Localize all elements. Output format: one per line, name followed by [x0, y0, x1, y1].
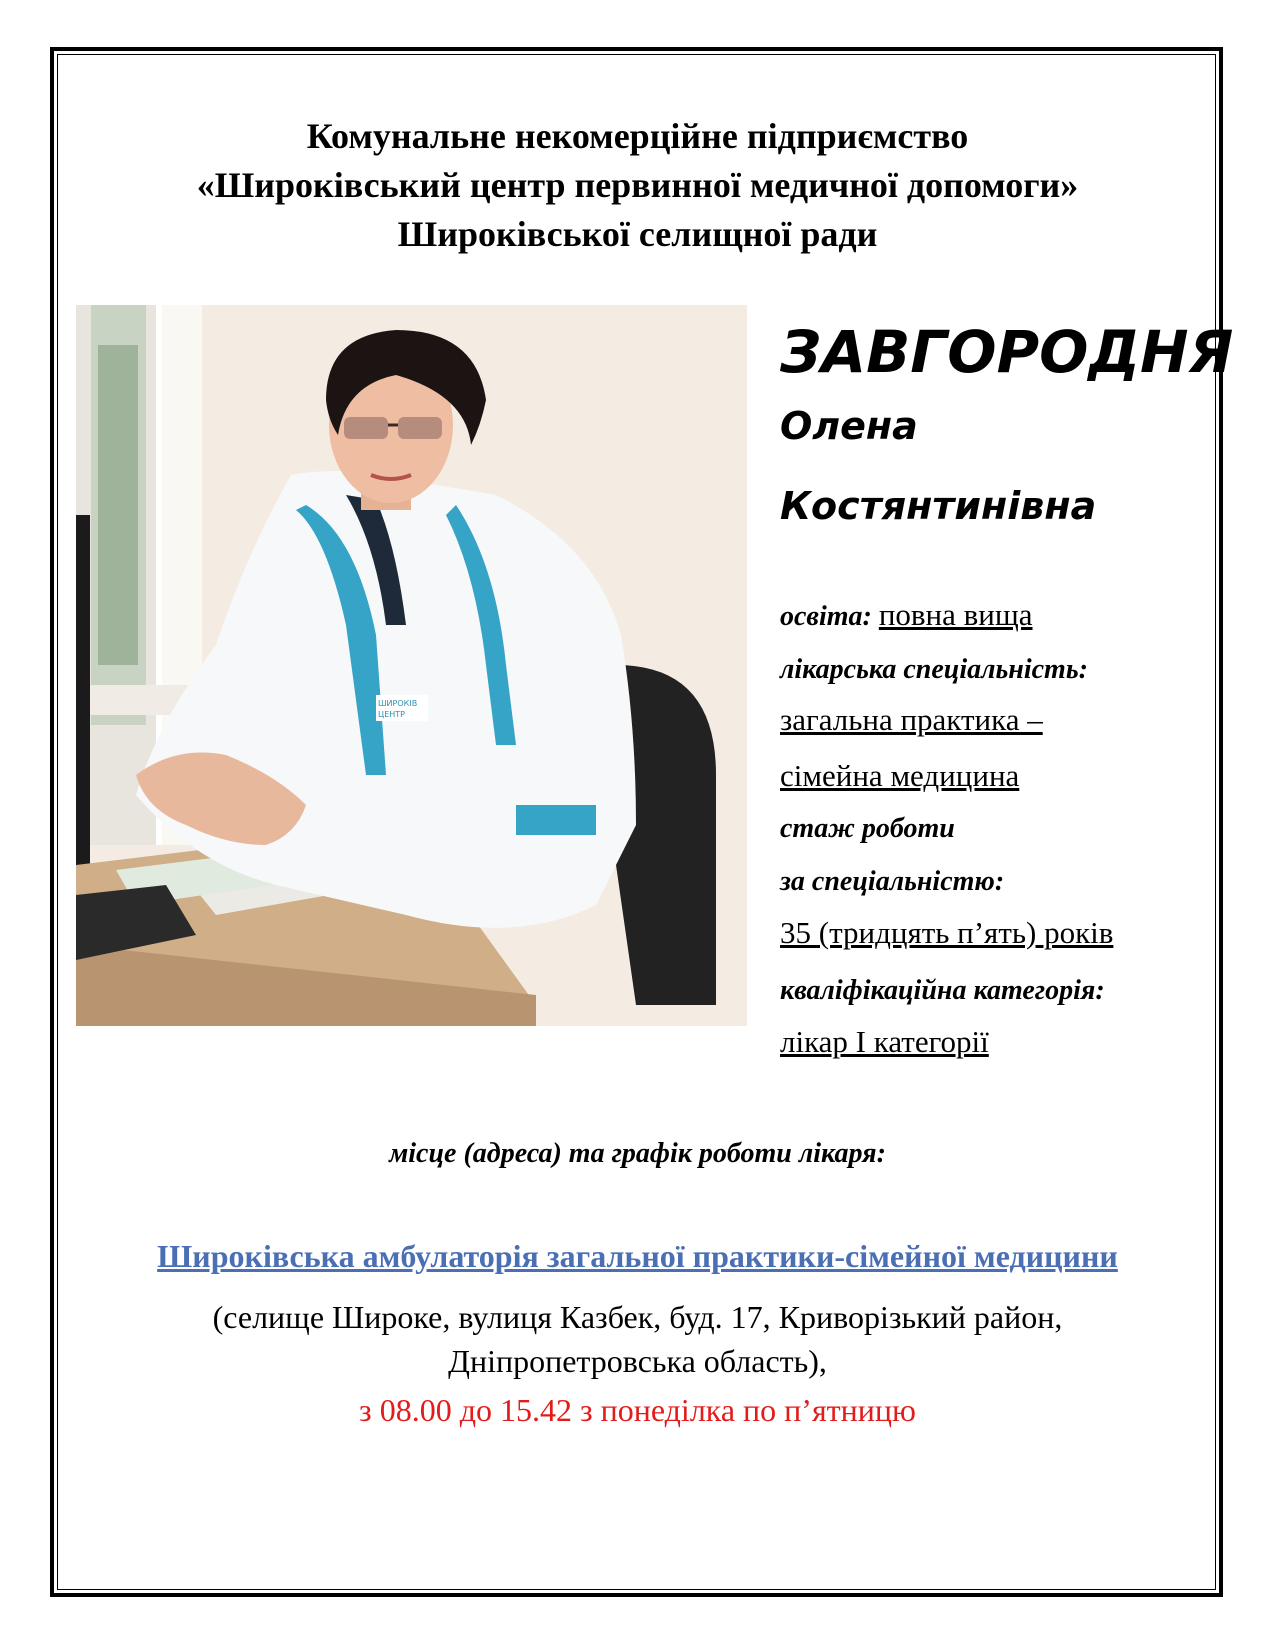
- schedule-label: місце (адреса) та графік роботи лікаря:: [389, 1138, 886, 1169]
- clinic-name-link[interactable]: Широківська амбулаторія загальної практики-сімейної медицини: [157, 1238, 1118, 1274]
- org-line-3: Широківської селищної ради: [397, 214, 878, 254]
- doctor-surname: ЗАВГОРОДНЯ: [780, 318, 1234, 386]
- org-line-2: «Широківський центр первинної медичної допомоги»: [196, 165, 1079, 205]
- doctor-patronymic: Костянтинівна: [780, 484, 1097, 528]
- category-label: кваліфікаційна категорія:: [780, 975, 1105, 1006]
- category-value: лікар I категорії: [780, 1024, 989, 1059]
- address-line-1: (селище Широке, вулиця Казбек, буд. 17, Криворізький район,: [212, 1299, 1063, 1335]
- specialty-value-1: загальна практика –: [780, 702, 1043, 737]
- education-value: повна вища: [878, 597, 1033, 632]
- working-hours: з 08.00 до 15.42 з понеділка по п’ятницю: [359, 1392, 916, 1428]
- experience-value: 35 (тридцять п’ять) років: [780, 915, 1114, 950]
- org-line-1: Комунальне некомерційне підприємство: [306, 116, 969, 156]
- organization-header: [60, 112, 1215, 259]
- doctor-photo-illustration: [76, 305, 747, 1026]
- specialty-value-2: сімейна медицина: [780, 758, 1020, 793]
- specialty-label: лікарська спеціальність:: [780, 654, 1088, 685]
- doctor-photo: [76, 305, 747, 1026]
- education-row: [780, 597, 1033, 633]
- education-label: освіта:: [780, 601, 872, 632]
- coat-badge-text-1: ШИРОКІВ: [378, 699, 418, 708]
- clinic-address: [60, 1295, 1215, 1383]
- experience-label-2: за спеціальністю:: [780, 866, 1005, 897]
- doctor-first-name: Олена: [780, 404, 918, 448]
- experience-label-1: стаж роботи: [780, 813, 955, 844]
- coat-badge-text-2: ЦЕНТР: [378, 710, 405, 719]
- address-line-2: Дніпропетровська область),: [448, 1343, 827, 1379]
